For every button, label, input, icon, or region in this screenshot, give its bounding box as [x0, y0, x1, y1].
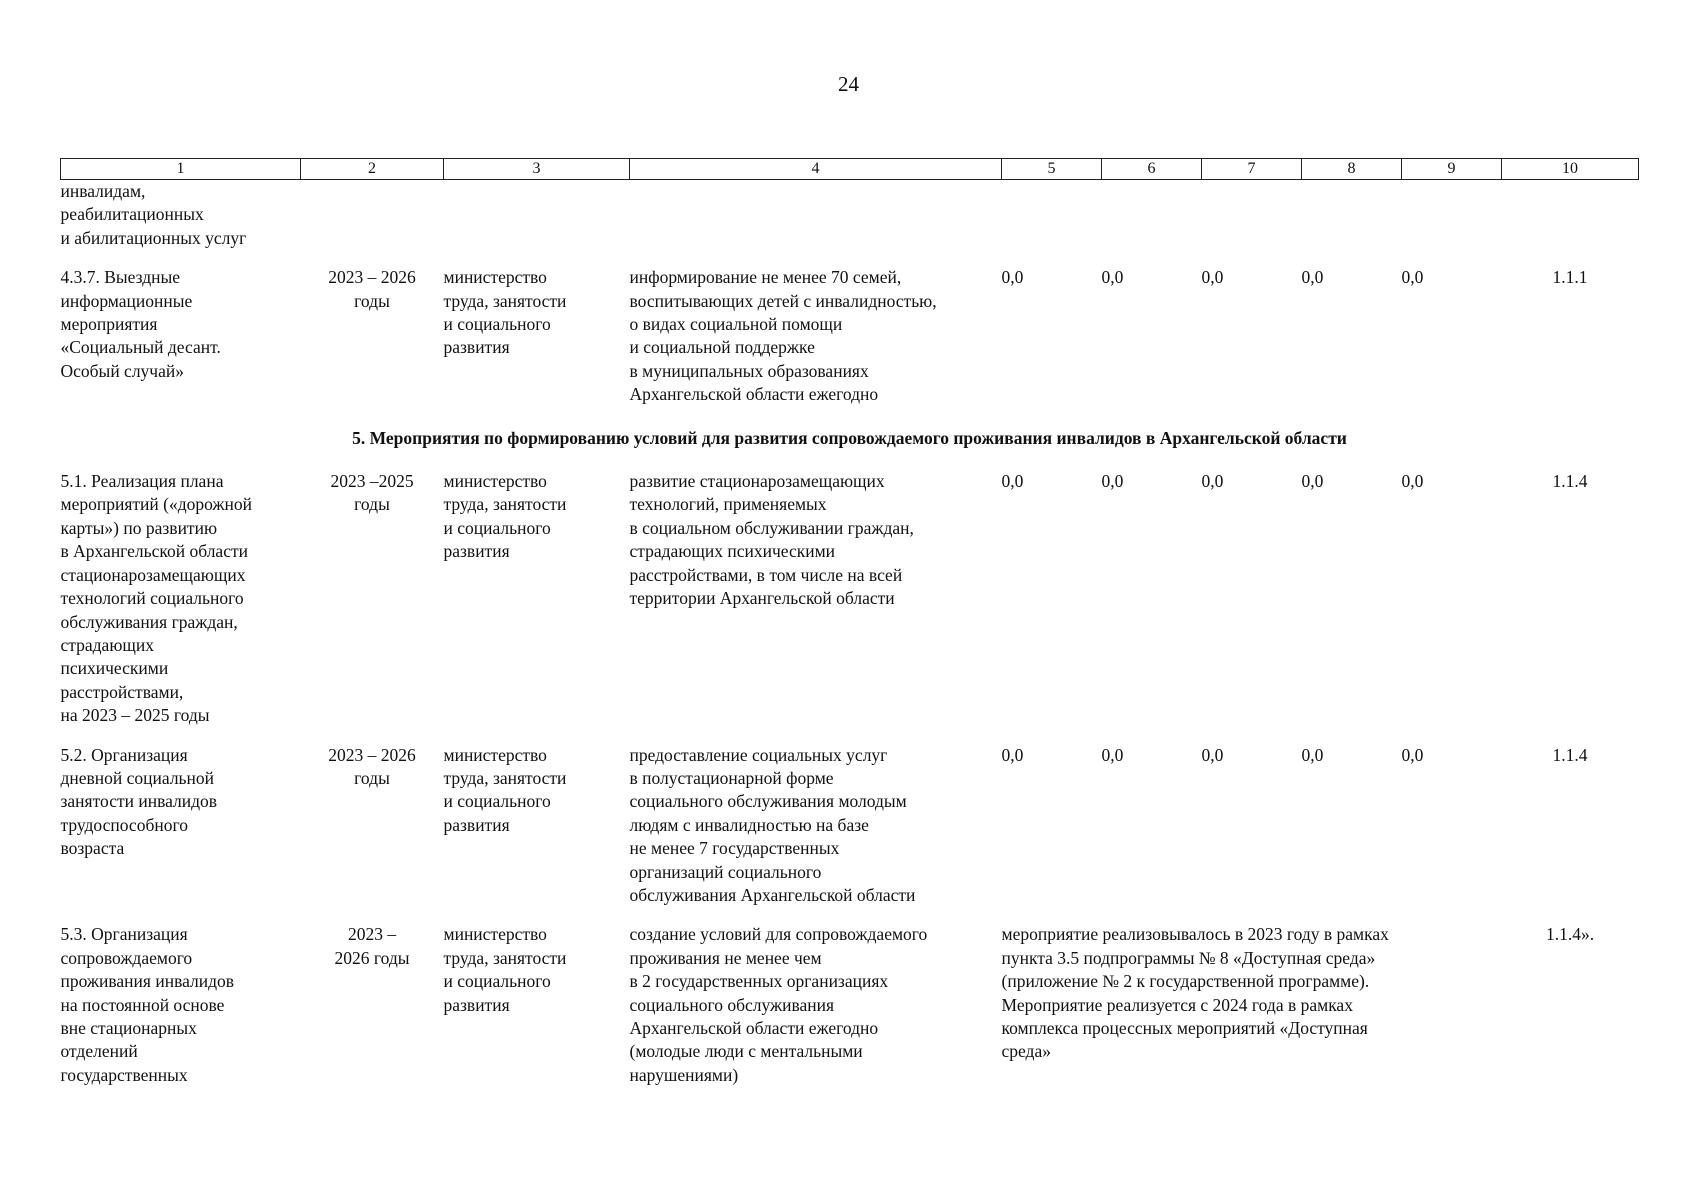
activity-result: предоставление социальных услуг в полустационарной форме социального обслуживания молодым людям с инвалидностью на базе не менее 7 государственных организаций социального обслуживания Архангельской области [629, 744, 916, 905]
value-col-6: 0,0 [1101, 267, 1124, 288]
table-row-5-1 [61, 470, 1639, 727]
value-col-7: 0,0 [1201, 267, 1224, 288]
column-number-3: 3 [444, 159, 630, 180]
activity-period: 2023 – 2026 годы [334, 924, 410, 968]
activity-executor: министерство труда, занятости и социального развития [443, 744, 567, 835]
table-row-5-3 [61, 923, 1639, 1087]
section-heading-row [61, 407, 1639, 470]
value-col-6: 0,0 [1101, 744, 1124, 765]
activity-executor: министерство труда, занятости и социального развития [443, 267, 567, 358]
value-col-5: 0,0 [1001, 744, 1024, 765]
activity-result: создание условий для сопровождаемого проживания не менее чем в 2 государственных организациях социального обслуживания Архангельской области ежегодно (молодые люди с ментальными нарушениями) [629, 924, 928, 1085]
indicator-code: 1.1.4». [1545, 924, 1595, 945]
column-number-1: 1 [61, 159, 301, 180]
value-col-8: 0,0 [1301, 471, 1324, 492]
activity-result: развитие стационарозамещающих технологий, применяемых в социальном обслуживании граждан, страдающих психическими расстройствами, в том числе на всей территории Архангельской области [629, 471, 914, 609]
activity-period: 2023 – 2026 годы [328, 744, 416, 788]
table-row-continuation [61, 180, 1639, 251]
activity-executor: министерство труда, занятости и социального развития [443, 924, 567, 1015]
value-col-5: 0,0 [1001, 471, 1024, 492]
indicator-code: 1.1.4 [1552, 471, 1588, 492]
value-col-9: 0,0 [1401, 267, 1424, 288]
activity-result: информирование не менее 70 семей, воспитывающих детей с инвалидностью, о видах социальной помощи и социальной поддержке в муниципальных образованиях Архангельской области ежегодно [629, 267, 937, 405]
column-number-8: 8 [1302, 159, 1402, 180]
activity-name: 5.3. Организация сопровождаемого проживания инвалидов на постоянной основе вне стационарных отделений государственных [60, 924, 235, 1085]
activity-period: 2023 –2025 годы [330, 471, 414, 515]
table-row-5-2 [61, 744, 1639, 908]
value-col-7: 0,0 [1201, 744, 1224, 765]
table-row-4-3-7 [61, 266, 1639, 406]
column-number-2: 2 [301, 159, 444, 180]
column-number-6: 6 [1102, 159, 1202, 180]
column-number-10: 10 [1502, 159, 1639, 180]
column-number-4: 4 [630, 159, 1002, 180]
column-number-7: 7 [1202, 159, 1302, 180]
activity-name: 5.2. Организация дневной социальной занятости инвалидов трудоспособного возраста [60, 744, 218, 859]
implementation-note: мероприятие реализовывалось в 2023 году в рамках пункта 3.5 подпрограммы № 8 «Доступная среда» (приложение № 2 к государственной программе). Мероприятие реализуется с 2024 года в рамках комплекса процессных мероприятий «Доступная среда» [1001, 924, 1389, 1062]
value-col-6: 0,0 [1101, 471, 1124, 492]
section-5-heading: 5. Мероприятия по формированию условий для развития сопровождаемого проживания инвалидов в Архангельской области [352, 427, 1347, 448]
activity-executor: министерство труда, занятости и социального развития [443, 471, 567, 562]
value-col-8: 0,0 [1301, 267, 1324, 288]
value-col-7: 0,0 [1201, 471, 1224, 492]
activity-name: 5.1. Реализация плана мероприятий («дорожной карты») по развитию в Архангельской области стационарозамещающих технологий социального обслуживания граждан, страдающих психическими расстройствами, на 2023 – 2025 годы [60, 471, 252, 726]
value-col-5: 0,0 [1001, 267, 1024, 288]
column-number-header-row [61, 159, 1639, 180]
column-number-9: 9 [1402, 159, 1502, 180]
activity-period: 2023 – 2026 годы [328, 267, 416, 311]
value-col-9: 0,0 [1401, 471, 1424, 492]
indicator-code: 1.1.1 [1552, 267, 1588, 288]
indicator-code: 1.1.4 [1552, 744, 1588, 765]
page-number: 24 [838, 72, 859, 96]
value-col-8: 0,0 [1301, 744, 1324, 765]
column-number-5: 5 [1002, 159, 1102, 180]
value-col-9: 0,0 [1401, 744, 1424, 765]
activity-name: 4.3.7. Выездные информационные мероприятия «Социальный десант. Особый случай» [60, 267, 221, 381]
activity-name: инвалидам, реабилитационных и абилитационных услуг [60, 181, 247, 248]
program-activities-table [60, 158, 1639, 1087]
